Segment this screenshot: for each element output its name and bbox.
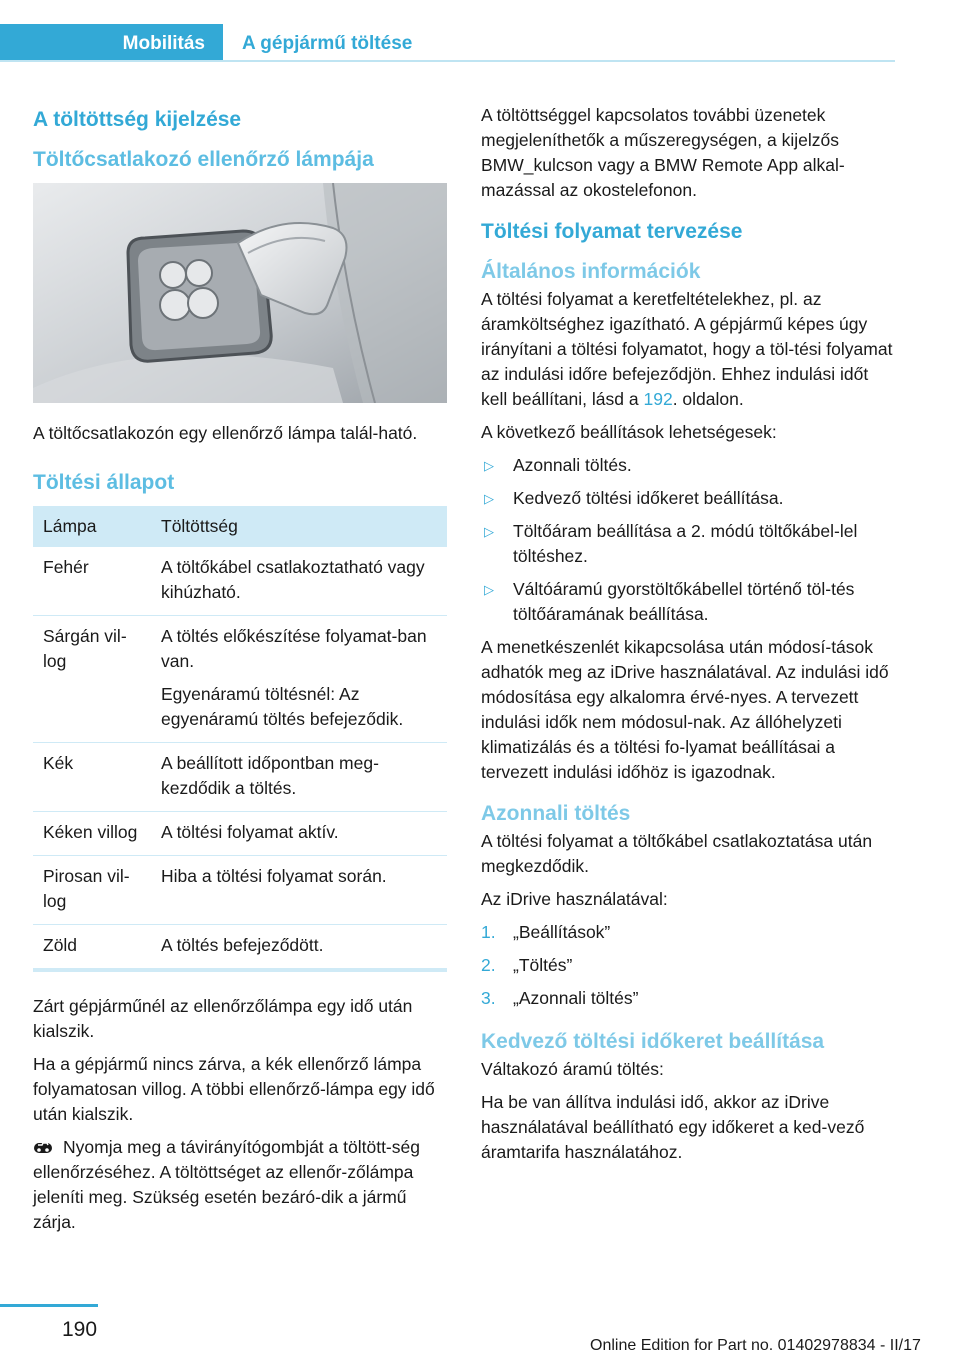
col-header-status: Töltöttség [151,506,447,547]
idrive-intro: Az iDrive használatával: [481,889,668,909]
indicator-heading: Töltőcsatlakozó ellenőrző lámpája [33,148,374,171]
status-text: A töltés befejeződött. [161,935,324,955]
page-number: 190 [62,1318,98,1341]
favorable-text-1: Váltakozó áramú töltés: [481,1059,664,1079]
step-text: „Töltés” [513,955,573,975]
modify-text: A menetkészenlét kikapcsolása után módosí-tások adhatók meg az iDrive használatával. Az indulási idő módosítása egy alkalomra érvé-nyes. A tervezett indulási idők nem módosul-nak. Az állóhelyzeti klimatizálás és a töltési fo-lyamat beállításai a tervezett indulási időhöz is igazodnak. [481,637,889,782]
option-text: Töltőáram beállítása a 2. módú töltőkábel-lel töltéshez. [513,521,858,566]
subsection-tab-label: A gépjármű töltése [242,33,413,54]
lamp-cell: Pirosan vil-log [33,856,151,925]
immediate-charge-text: A töltési folyamat a töltőkábel csatlakoztatása után megkezdődik. [481,831,873,876]
list-item [481,453,895,478]
bullet-icon: ▷ [484,524,494,539]
table-header-row [33,506,447,547]
options-intro: A következő beállítások lehetségesek: [481,422,777,442]
status-cell [151,616,447,743]
header-divider [0,60,895,62]
remote-key-text: Nyomja meg a távirányítógombját a töltött-ség ellenőrzéséhez. A töltöttséget az ellenőr-zőlámpa jeleníti meg. Szükség esetén bezáró-dik a jármű zárja. [33,1137,420,1232]
list-item [481,953,895,978]
lamp-cell: Sárgán vil-log [33,616,151,743]
step-number: 2. [481,955,496,975]
edition-note: Online Edition for Part no. 01402978834 - II/17 [590,1337,921,1354]
status-text: A beállított időpontban meg-kezdődik a töltés. [161,753,379,798]
list-item [481,920,895,945]
steps-list [481,920,895,1011]
general-text-b: . oldalon. [672,389,744,409]
step-text: „Beállítások” [513,922,611,942]
status-text: A töltési folyamat aktív. [161,822,339,842]
locked-vehicle-text: Zárt gépjárműnél az ellenőrzőlámpa egy idő után kialszik. [33,996,413,1041]
lamp-cell: Zöld [33,925,151,971]
status-text: Egyenáramú töltésnél: Az egyenáramú töltés befejeződik. [161,684,404,729]
remote-key-note [33,1135,447,1235]
left-column [33,100,447,1243]
status-cell [151,856,447,925]
list-item [481,986,895,1011]
table-row [33,743,447,812]
immediate-charge-heading: Azonnali töltés [481,802,631,825]
section-tab[interactable] [0,24,223,62]
section-tab-label: Mobilitás [122,33,205,54]
list-item [481,577,895,627]
charging-socket-photo [33,183,447,403]
section-title: A töltöttség kijelzése [33,108,242,131]
status-cell [151,547,447,616]
options-list [481,453,895,627]
general-info-heading: Általános információk [481,260,701,283]
general-text-a: A töltési folyamat a keretfeltételekhez, pl. az áramköltséghez igazítható. A gépjármű képes úgy irányítani a töltési folyamatot, hogy a töl-tési folyamat az indulási időre befejeződjön. Ehhez indulási időt kell beállítani, lásd a [481,289,893,409]
bullet-icon: ▷ [484,491,494,506]
lamp-cell: Fehér [33,547,151,616]
charge-status-heading: Töltési állapot [33,471,175,494]
status-text: A töltőkábel csatlakoztatható vagy kihúzható. [161,557,425,602]
step-number: 3. [481,988,496,1008]
bullet-icon: ▷ [484,458,494,473]
table-row [33,856,447,925]
status-cell [151,925,447,971]
bullet-icon: ▷ [484,582,494,597]
status-text: Hiba a töltési folyamat során. [161,866,387,886]
page-link[interactable]: 192 [643,389,673,409]
option-text: Váltóáramú gyorstöltőkábellel történő töl-tés töltőáramának beállítása. [513,579,855,624]
step-text: „Azonnali töltés” [513,988,639,1008]
planning-heading: Töltési folyamat tervezése [481,220,743,243]
right-column [481,100,895,1173]
unlocked-vehicle-text: Ha a gépjármű nincs zárva, a kék ellenőrző lámpa folyamatosan villog. A többi ellenőrző-lámpa egy idő után kialszik. [33,1054,435,1124]
status-cell [151,812,447,856]
list-item [481,486,895,511]
table-row [33,925,447,971]
car-key-icon [33,1138,53,1156]
option-text: Azonnali töltés. [513,455,632,475]
subsection-tab[interactable] [225,24,895,62]
favorable-window-heading: Kedvező töltési időkeret beállítása [481,1030,825,1053]
page-header [0,0,960,62]
photo-caption: A töltőcsatlakozón egy ellenőrző lámpa talál-ható. [33,423,418,443]
col-header-lamp: Lámpa [33,506,151,547]
option-text: Kedvező töltési időkeret beállítása. [513,488,784,508]
table-row [33,812,447,856]
charge-status-table [33,506,447,972]
status-cell [151,743,447,812]
footer-divider [0,1304,98,1307]
general-info-text [481,287,895,412]
list-item [481,519,895,569]
intro-text: A töltöttséggel kapcsolatos további üzenetek megjeleníthetők a műszeregységen, a kijelzős BMW_kulcson vagy a BMW Remote App alkal-mazással az okostelefonon. [481,105,845,200]
table-row [33,616,447,743]
favorable-text-2: Ha be van állítva indulási idő, akkor az iDrive használatával beállítható egy időkeret a ked-vező áramtarifa használatához. [481,1092,865,1162]
step-number: 1. [481,922,496,942]
table-row [33,547,447,616]
lamp-cell: Kék [33,743,151,812]
status-text: A töltés előkészítése folyamat-ban van. [161,626,427,671]
lamp-cell: Kéken villog [33,812,151,856]
